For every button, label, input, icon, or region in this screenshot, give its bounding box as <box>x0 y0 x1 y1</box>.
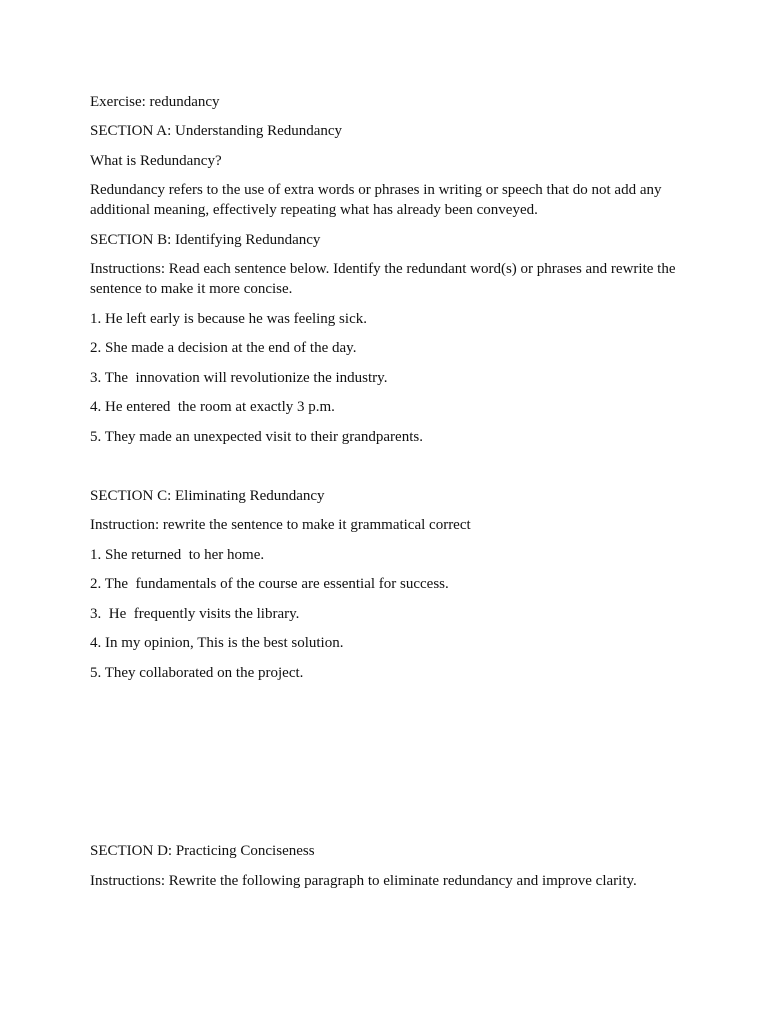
section-b-item: 5. They made an unexpected visit to their grandparents. <box>90 429 423 445</box>
section-c-item: 5. They collaborated on the project. <box>90 665 304 681</box>
section-c-item: 2. The fundamentals of the course are essential for success. <box>90 576 449 592</box>
section-c-item: 4. In my opinion, This is the best solution. <box>90 635 344 651</box>
section-c-instructions: Instruction: rewrite the sentence to make it grammatical correct <box>90 517 471 533</box>
section-d-instructions: Instructions: Rewrite the following paragraph to eliminate redundancy and improve clarity. <box>90 873 637 889</box>
section-b-item: 2. She made a decision at the end of the day. <box>90 340 357 356</box>
section-b-item: 1. He left early is because he was feeling sick. <box>90 311 367 327</box>
section-b-item: 3. The innovation will revolutionize the industry. <box>90 370 388 386</box>
section-a-heading: SECTION A: Understanding Redundancy <box>90 123 343 139</box>
section-b-heading: SECTION B: Identifying Redundancy <box>90 232 321 248</box>
section-d-heading: SECTION D: Practicing Conciseness <box>90 843 315 859</box>
section-c-item: 1. She returned to her home. <box>90 547 265 563</box>
section-a-question: What is Redundancy? <box>90 153 222 169</box>
section-b-item: 4. He entered the room at exactly 3 p.m. <box>90 399 335 415</box>
document-title: Exercise: redundancy <box>90 94 220 110</box>
section-b-instructions: Instructions: Read each sentence below. Identify the redundant word(s) or phrases and rewrite the sentence to make it more concise. <box>90 261 680 297</box>
section-c-item: 3. He frequently visits the library. <box>90 606 300 622</box>
section-a-definition: Redundancy refers to the use of extra words or phrases in writing or speech that do not add any additional meaning, effectively repeating what has already been conveyed. <box>90 182 666 218</box>
section-c-heading: SECTION C: Eliminating Redundancy <box>90 488 325 504</box>
